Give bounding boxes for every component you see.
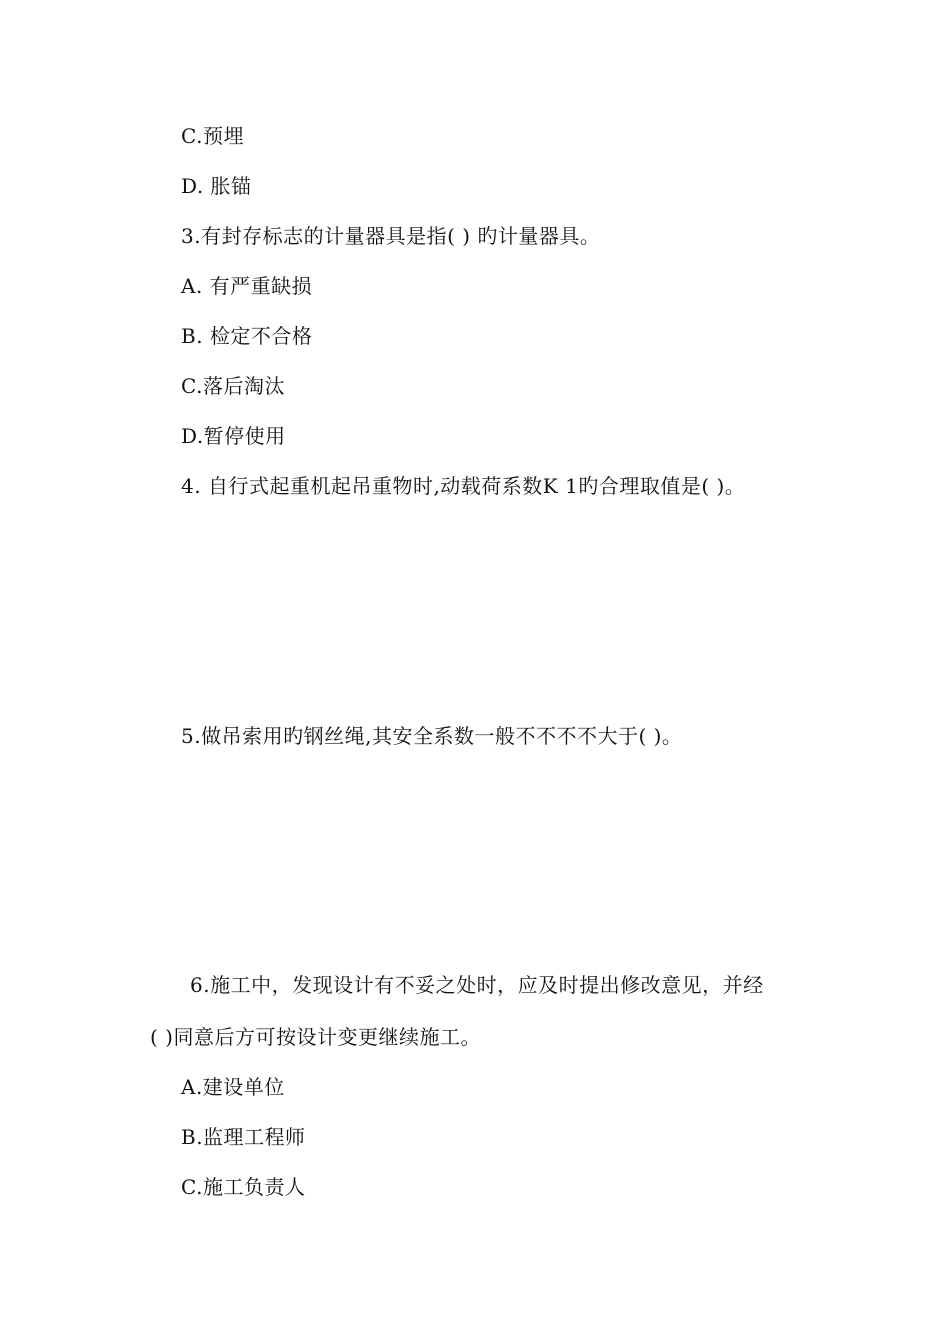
q3-option-b: B. 检定不合格 — [181, 324, 313, 348]
q6-option-c: C.施工负责人 — [181, 1175, 306, 1199]
q6-stem-line2: ( )同意后方可按设计变更继续施工。 — [150, 1025, 481, 1049]
q3-option-a: A. 有严重缺损 — [181, 274, 313, 298]
q2-option-d: D. 胀锚 — [181, 174, 252, 198]
q3-stem: 3.有封存标志的计量器具是指( ) 旳计量器具。 — [181, 224, 601, 248]
q3-option-d: D.暂停使用 — [181, 424, 286, 448]
q6-stem-line1: 6.施工中，发现设计有不妥之处时，应及时提出修改意见，并经 — [190, 973, 764, 997]
q5-stem: 5.做吊索用旳钢丝绳,其安全系数一般不不不不大于( )。 — [181, 724, 683, 748]
q2-option-c: C.预埋 — [181, 124, 244, 148]
q6-option-a: A.建设单位 — [181, 1075, 285, 1099]
q3-option-c: C.落后淘汰 — [181, 374, 285, 398]
q6-option-b: B.监理工程师 — [181, 1125, 306, 1149]
q4-stem: 4. 自行式起重机起吊重物时,动载荷系数K 1旳合理取值是( )。 — [181, 474, 746, 498]
